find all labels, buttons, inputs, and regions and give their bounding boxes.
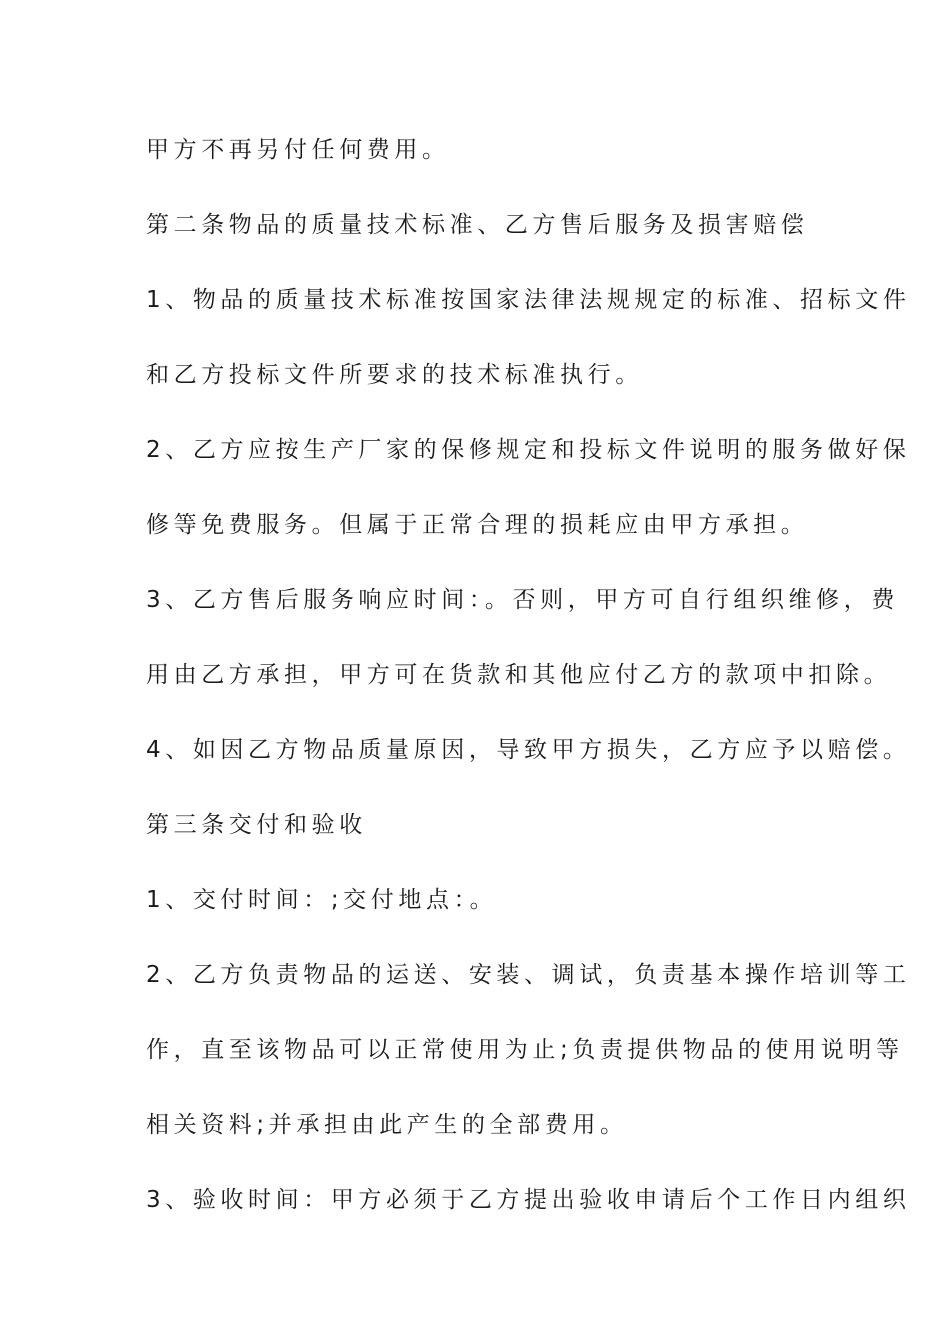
text-line-8: 用由乙方承担，甲方可在货款和其他应付乙方的款项中扣除。 [146, 662, 892, 688]
text-line-4: 和乙方投标文件所要求的技术标准执行。 [146, 362, 643, 388]
text-line-6: 修等免费服务。但属于正常合理的损耗应由甲方承担。 [146, 512, 809, 538]
text-line-3: 1、物品的质量技术标准按国家法律法规规定的标准、招标文件 [146, 287, 911, 313]
text-line-13: 作，直至该物品可以正常使用为止;负责提供物品的使用说明等 [146, 1037, 904, 1063]
text-line-15: 3、验收时间：甲方必须于乙方提出验收申请后个工作日内组织 [146, 1187, 911, 1213]
section-heading-article-3: 第三条交付和验收 [146, 812, 367, 838]
text-line-11: 1、交付时间：;交付地点：。 [146, 887, 498, 913]
text-line-7: 3、乙方售后服务响应时间：。否则，甲方可自行组织维修，费 [146, 587, 899, 613]
text-line-14: 相关资料;并承担由此产生的全部费用。 [146, 1112, 628, 1138]
text-line-9: 4、如因乙方物品质量原因，导致甲方损失，乙方应予以赔偿。 [146, 737, 911, 763]
section-heading-article-2: 第二条物品的质量技术标准、乙方售后服务及损害赔偿 [146, 212, 809, 238]
text-line-1: 甲方不再另付任何费用。 [146, 137, 450, 163]
text-line-5: 2、乙方应按生产厂家的保修规定和投标文件说明的服务做好保 [146, 437, 911, 463]
text-line-12: 2、乙方负责物品的运送、安装、调试，负责基本操作培训等工 [146, 962, 911, 988]
